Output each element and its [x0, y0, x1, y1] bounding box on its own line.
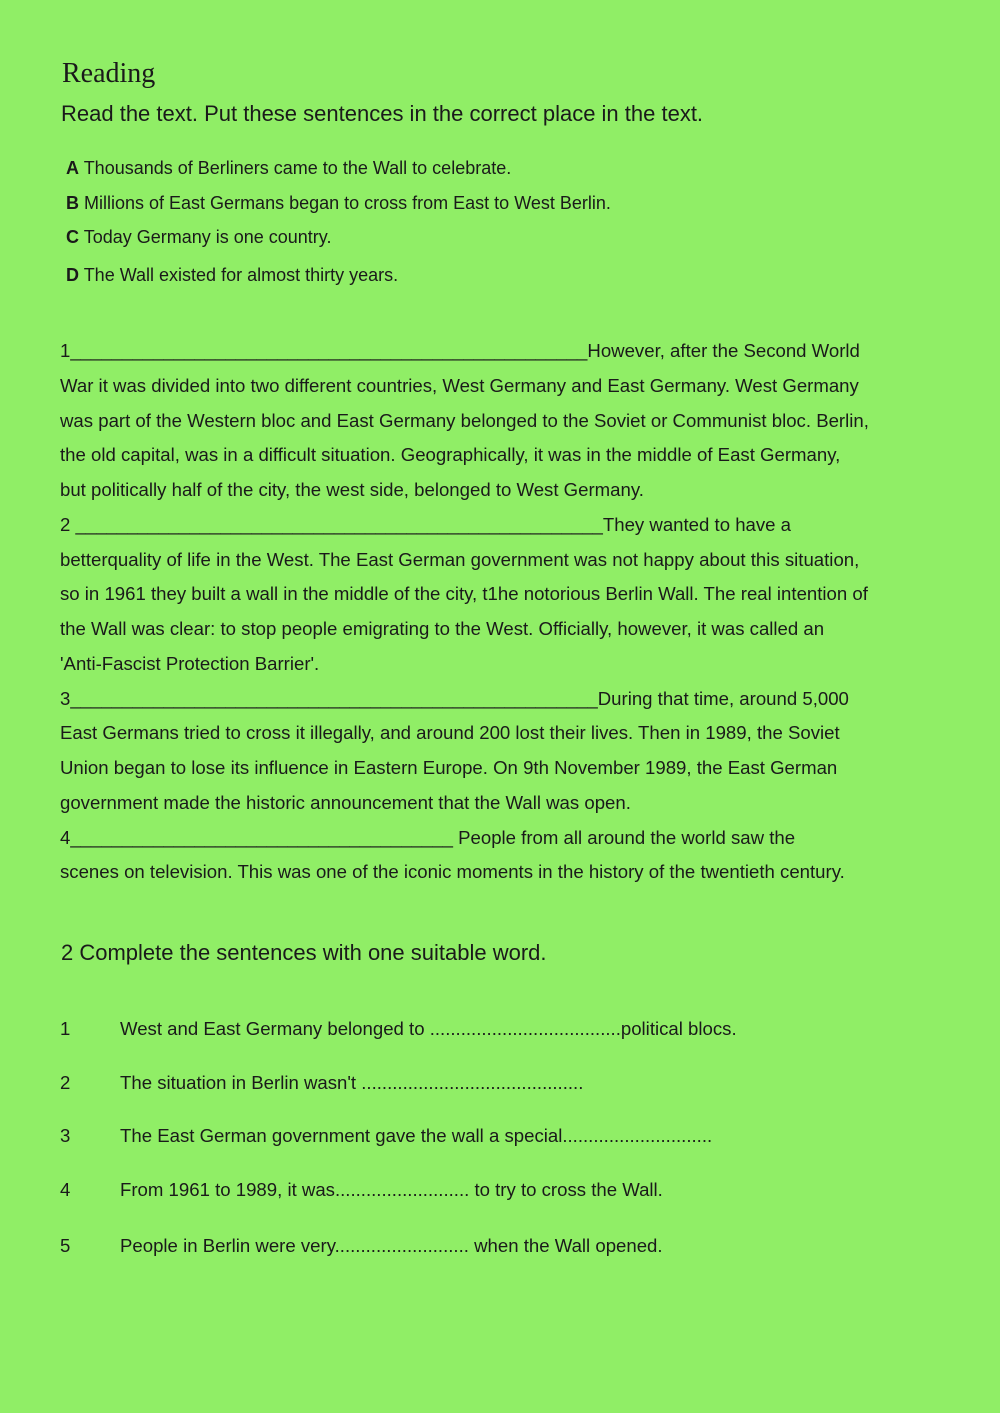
passage-line: so in 1961 they built a wall in the middle of the city, t1he notorious Berlin Wall. The real intention of	[60, 583, 868, 604]
passage-line: 2 ___________________________________________________They wanted to have a	[60, 514, 792, 535]
option-letter: D	[66, 265, 79, 285]
passage-line: 4_____________________________________ People from all around the world saw the	[60, 827, 796, 848]
option-b	[66, 193, 611, 214]
section-2-heading: 2 Complete the sentences with one suitable word.	[61, 940, 547, 965]
passage-line: the old capital, was in a difficult situation. Geographically, it was in the middle of East Germany,	[60, 444, 841, 465]
passage-line: War it was divided into two different countries, West Germany and East Germany. West Germany	[60, 375, 859, 396]
sentence-text: The East German government gave the wall a special.............................	[120, 1125, 713, 1146]
passage-line: but politically half of the city, the west side, belonged to West Germany.	[60, 479, 644, 500]
option-letter: C	[66, 227, 79, 247]
passage-line: the Wall was clear: to stop people emigrating to the West. Officially, however, it was called an	[60, 618, 825, 639]
option-letter: B	[66, 193, 79, 213]
sentence-number: 1	[60, 1018, 71, 1039]
sentence-text: The situation in Berlin wasn't ...........................................	[120, 1072, 584, 1093]
option-d	[66, 265, 398, 286]
instruction-text: Read the text. Put these sentences in the correct place in the text.	[61, 101, 704, 126]
passage-line: 3___________________________________________________During that time, around 5,000	[60, 688, 849, 709]
option-text: The Wall existed for almost thirty years.	[83, 265, 399, 285]
option-a	[66, 158, 511, 179]
passage-line: was part of the Western bloc and East Germany belonged to the Soviet or Communist bloc. Berlin,	[60, 410, 869, 431]
passage-line: East Germans tried to cross it illegally, and around 200 lost their lives. Then in 1989, the Soviet	[60, 722, 840, 743]
sentence-number: 3	[60, 1125, 71, 1146]
sentence-text: From 1961 to 1989, it was.......................... to try to cross the Wall.	[120, 1179, 663, 1200]
passage-line: 1__________________________________________________However, after the Second World	[60, 340, 860, 361]
sentence-text: West and East Germany belonged to .....................................political blocs.	[120, 1018, 737, 1039]
passage-line: government made the historic announcement that the Wall was open.	[60, 792, 631, 813]
sentence-text: People in Berlin were very.......................... when the Wall opened.	[120, 1235, 663, 1256]
passage-line: scenes on television. This was one of the iconic moments in the history of the twentieth century.	[60, 861, 845, 882]
passage-line: Union began to lose its influence in Eastern Europe. On 9th November 1989, the East German	[60, 757, 838, 778]
option-text: Today Germany is one country.	[83, 227, 332, 247]
option-c	[66, 227, 331, 248]
sentence-number: 5	[60, 1235, 71, 1256]
sentence-number: 2	[60, 1072, 71, 1093]
passage-line: betterquality of life in the West. The East German government was not happy about this situation,	[60, 549, 860, 570]
page-title: Reading	[62, 58, 156, 89]
option-text: Millions of East Germans began to cross from East to West Berlin.	[84, 193, 611, 213]
passage-line: 'Anti-Fascist Protection Barrier'.	[60, 653, 320, 674]
option-letter: A	[66, 158, 79, 178]
option-text: Thousands of Berliners came to the Wall to celebrate.	[83, 158, 512, 178]
sentence-number: 4	[60, 1179, 71, 1200]
